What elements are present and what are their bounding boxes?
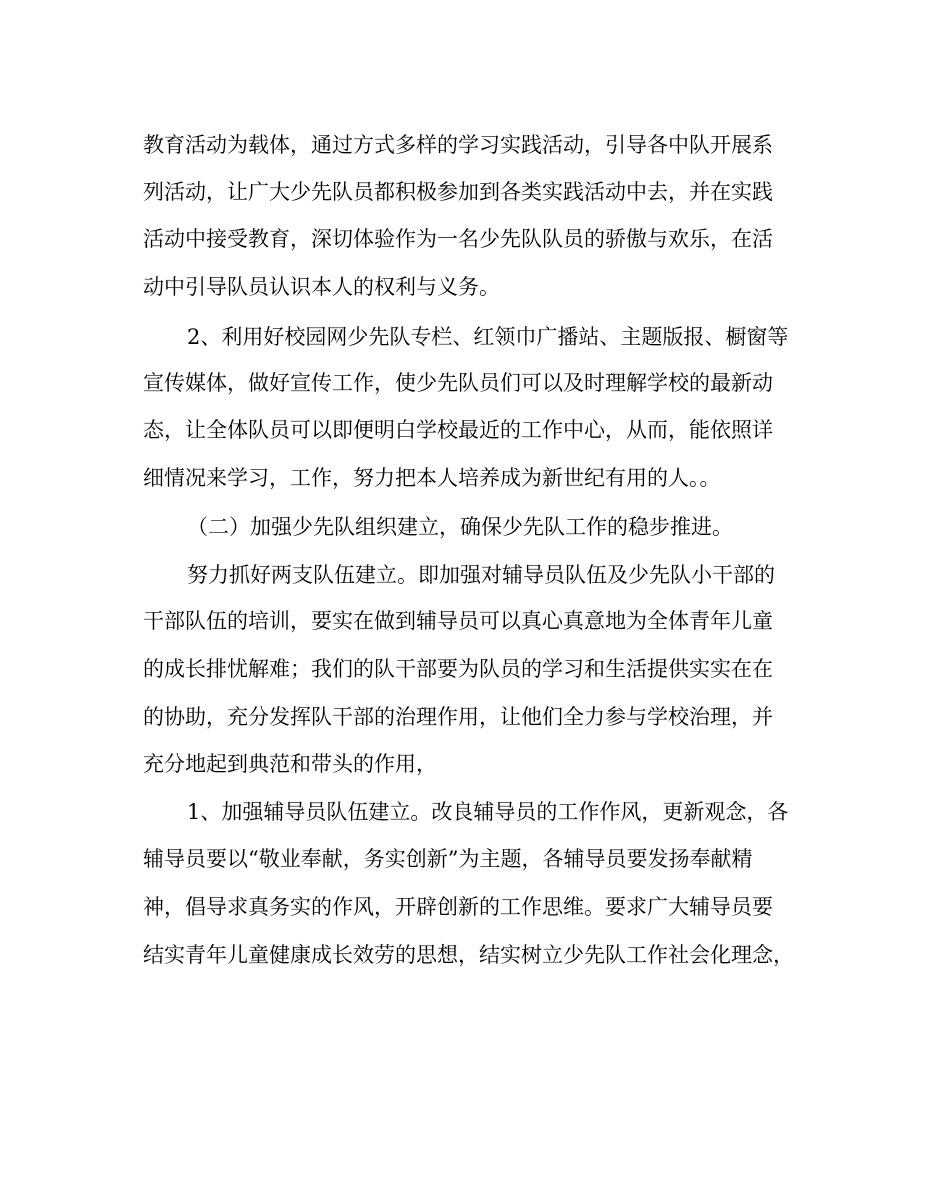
paragraph-line: 的成长排忧解难；我们的队干部要为队员的学习和生活提供实实在在 [143,657,773,681]
paragraph-line: 列活动，让广大少先队员都积极参加到各类实践活动中去，并在实践 [143,180,773,204]
paragraph-line: 结实青年儿童健康成长效劳的思想，结实树立少先队工作社会化理念， [143,943,794,967]
paragraph-line: 努力抓好两支队伍建立。即加强对辅导员队伍及少先队小干部的 [187,563,775,587]
paragraph-line: 细情况来学习，工作，努力把本人培养成为新世纪有用的人。。 [143,466,721,490]
paragraph-line: 1、加强辅导员队伍建立。改良辅导员的工作作风，更新观念，各 [187,800,789,824]
paragraph-line: 辅导员要以“敬业奉献，务实创新”为主题，各辅导员要发扬奉献精 [143,847,753,871]
paragraph-line: 活动中接受教育，深切体验作为一名少先队队员的骄傲与欢乐，在活 [143,227,773,251]
paragraph-line: 宣传媒体，做好宣传工作，使少先队员们可以及时理解学校的最新动 [143,371,773,395]
paragraph-line: 动中引导队员认识本人的权利与义务。 [143,275,500,299]
paragraph-line: 干部队伍的培训，要实在做到辅导员可以真心真意地为全体青年儿童 [143,609,773,633]
paragraph-line: 态，让全体队员可以即便明白学校最近的工作中心，从而，能依照详 [143,418,773,442]
paragraph-line: 神，倡导求真务实的作风，开辟创新的工作思维。要求广大辅导员要 [143,895,773,919]
section-heading: （二）加强少先队组织建立，确保少先队工作的稳步推进。 [187,515,733,539]
paragraph-line: 的协助，充分发挥队干部的治理作用，让他们全力参与学校治理，并 [143,705,773,729]
paragraph-line: 充分地起到典范和带头的作用， [143,752,437,776]
paragraph-line: 2、利用好校园网少先队专栏、红领巾广播站、主题版报、橱窗等 [187,325,789,349]
paragraph-line: 教育活动为载体，通过方式多样的学习实践活动，引导各中队开展系 [143,133,773,157]
